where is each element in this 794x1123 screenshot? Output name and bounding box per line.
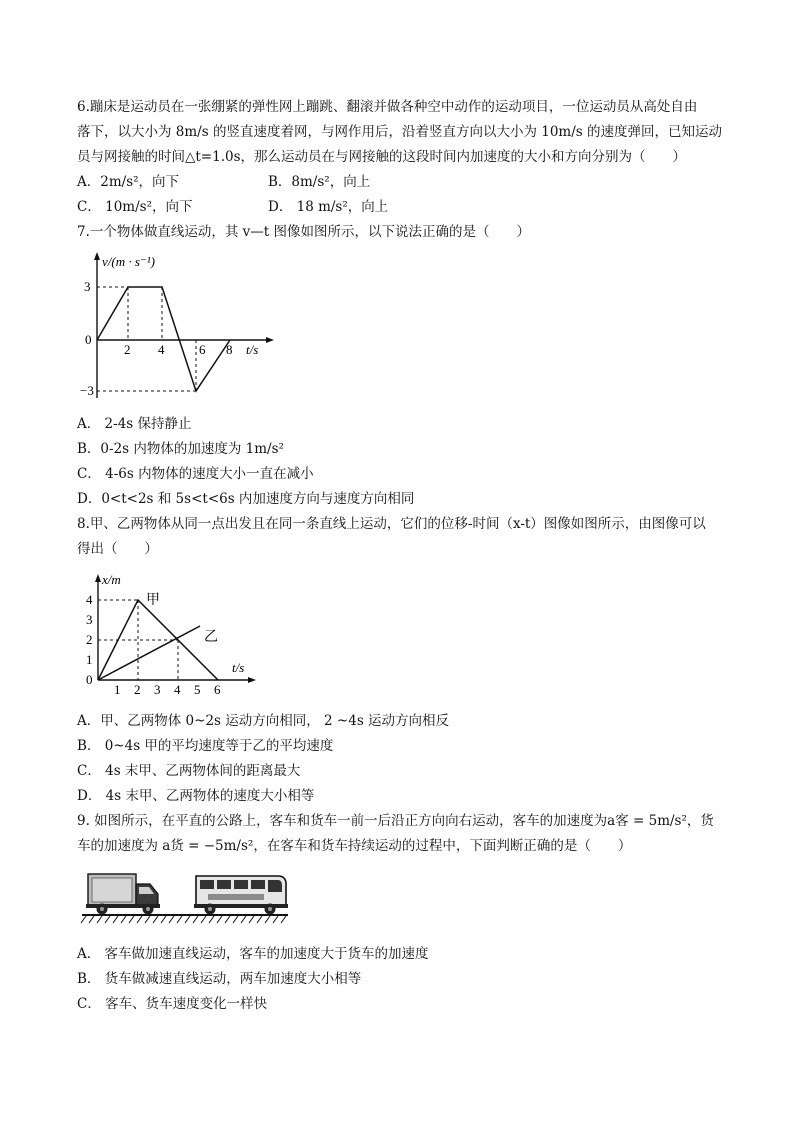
q8-ytick-4: 4	[86, 592, 93, 607]
q7-stem: 7.一个物体做直线运动，其 v—t 图像如图所示，以下说法正确的是（ ）	[77, 224, 531, 240]
q8-xt-graph	[82, 568, 262, 700]
q8-xtick-4: 4	[174, 682, 181, 697]
q8-ytick-2: 2	[86, 632, 93, 647]
q6-option-c: C． 10m/s²，向下	[77, 199, 193, 215]
q7-option-c: C． 4-6s 内物体的速度大小一直在减小	[77, 466, 314, 482]
q8-xtick-3: 3	[154, 682, 161, 697]
q7-xtick-8: 8	[226, 342, 233, 357]
q8-xlabel: t/s	[232, 660, 245, 675]
q7-vt-graph	[80, 248, 280, 408]
q7-option-d: D．0<t<2s 和 5s<t<6s 内加速度方向与速度方向相同	[77, 491, 415, 507]
q7-xtick-2: 2	[124, 342, 131, 357]
q6-stem-line1: 6.蹦床是运动员在一张绷紧的弹性网上蹦跳、翻滚并做各种空中动作的运动项目，一位运动员从高处自由	[77, 99, 698, 115]
q7-option-b: B．0-2s 内物体的加速度为 1m/s²	[77, 441, 284, 457]
truck-icon	[86, 874, 160, 915]
q7-ytick-neg3: −3	[80, 383, 94, 398]
q8-ytick-1: 1	[86, 652, 93, 667]
q9-vehicles-figure	[78, 866, 293, 928]
q7-xlabel: t/s	[246, 342, 259, 357]
q8-option-c: C． 4s 末甲、乙两物体间的距离最大	[77, 763, 301, 779]
q6-stem-line3: 员与网接触的时间△t=1.0s，那么运动员在与网接触的这段时间内加速度的大小和方向分别为（ ）	[77, 149, 687, 165]
q8-ytick-3: 3	[86, 612, 93, 627]
q8-option-d: D． 4s 末甲、乙两物体的速度大小相等	[77, 788, 315, 804]
q8-origin: 0	[86, 672, 93, 687]
q7-ylabel: v/(m · s⁻¹)	[102, 254, 155, 269]
q6-option-d: D． 18 m/s²，向上	[268, 199, 389, 215]
q6-stem-line2: 落下，以大小为 8m/s 的竖直速度着网，与网作用后，沿着竖直方向以大小为 10m/s 的速度弹回，已知运动	[77, 124, 722, 140]
q9-stem-line2: 车的加速度为 a货 = −5m/s²，在客车和货车持续运动的过程中，下面判断正确的是（ ）	[77, 838, 632, 854]
q6-option-b: B．8m/s²，向上	[268, 174, 371, 190]
bus-icon	[194, 876, 288, 915]
q7-option-a: A． 2-4s 保持静止	[77, 416, 192, 432]
q7-origin: 0	[85, 332, 92, 347]
q8-ylabel: x/m	[102, 572, 121, 587]
q8-label-jia: 甲	[146, 593, 160, 608]
q8-label-yi: 乙	[204, 630, 218, 645]
q8-xtick-1: 1	[114, 682, 121, 697]
q8-xtick-6: 6	[214, 682, 221, 697]
q8-stem-line1: 8.甲、乙两物体从同一点出发且在同一条直线上运动，它们的位移-时间（x-t）图像如图所示，由图像可以	[77, 516, 706, 532]
q7-xtick-6: 6	[199, 342, 206, 357]
q8-stem-line2: 得出（ ）	[77, 541, 158, 557]
q8-option-a: A．甲、乙两物体 0~2s 运动方向相同， 2 ~4s 运动方向相反	[77, 713, 450, 729]
q8-option-b: B． 0~4s 甲的平均速度等于乙的平均速度	[77, 738, 334, 754]
q6-option-a: A．2m/s²，向下	[77, 174, 180, 190]
q8-xtick-5: 5	[194, 682, 201, 697]
q9-option-c: C． 客车、货车速度变化一样快	[77, 996, 268, 1012]
q9-option-a: A． 客车做加速直线运动，客车的加速度大于货车的加速度	[77, 946, 429, 962]
q9-option-b: B． 货车做减速直线运动，两车加速度大小相等	[77, 971, 362, 987]
q8-xtick-2: 2	[134, 682, 141, 697]
q7-xtick-4: 4	[158, 342, 165, 357]
q7-ytick-3: 3	[84, 279, 91, 294]
q9-stem-line1: 9. 如图所示，在平直的公路上，客车和货车一前一后沿正方向向右运动，客车的加速度为a客 = 5m/s²，货	[77, 813, 714, 829]
